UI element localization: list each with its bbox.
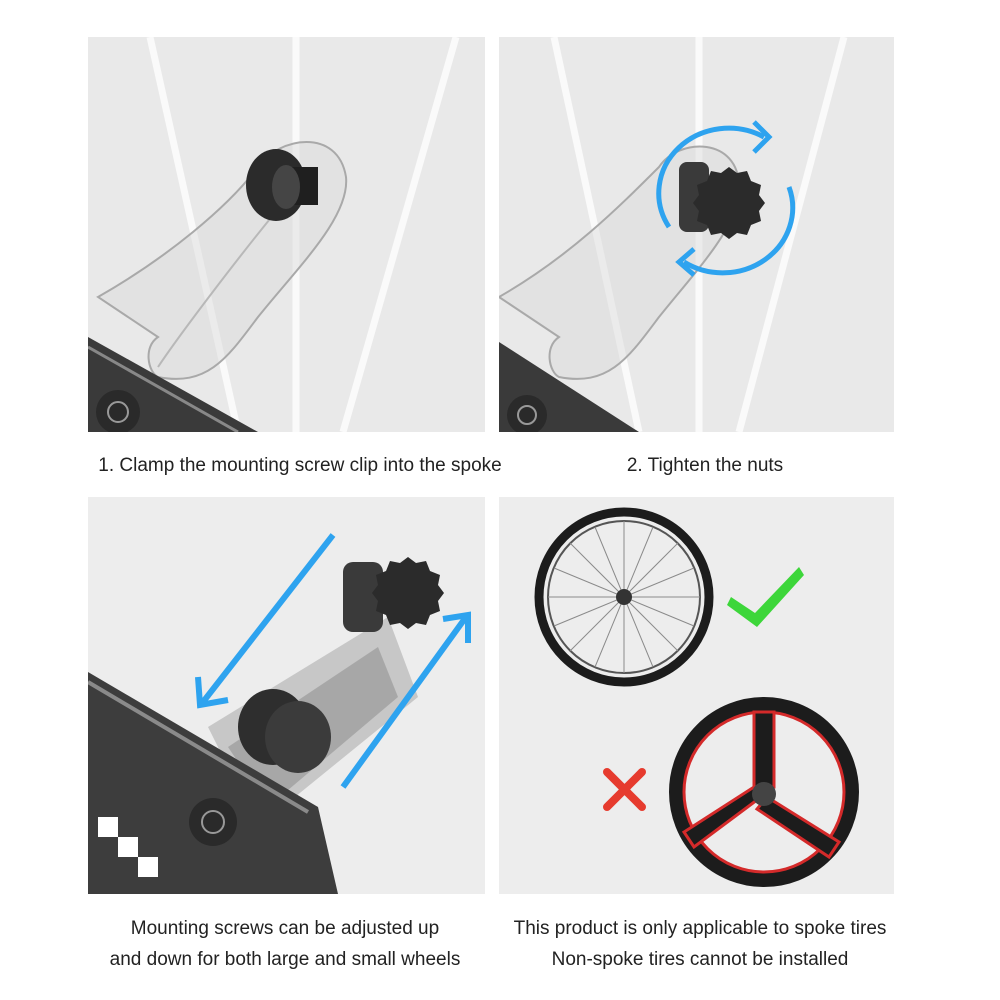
spoke-wheel [539,512,709,682]
step4-caption-line2: Non-spoke tires cannot be installed [551,949,849,970]
step3-image [88,497,485,894]
step1-image [88,37,485,432]
step1-caption: 1. Clamp the mounting screw clip into the spoke [98,455,502,476]
step3-caption [60,913,510,975]
spoke-clip-illustration [88,37,485,432]
step2-caption: 2. Tighten the nuts [626,455,784,476]
step4-caption [480,913,920,975]
tighten-nut-illustration [499,37,894,432]
step4-image [499,497,894,894]
step3-caption-line1: Mounting screws can be adjusted up [130,918,440,939]
wheel-compatibility-illustration [499,497,894,894]
adjust-screw-illustration [88,497,485,894]
step3-caption-line2: and down for both large and small wheels [109,949,461,970]
step4-caption-line1: This product is only applicable to spoke tires [513,918,887,939]
step2-image [499,37,894,432]
